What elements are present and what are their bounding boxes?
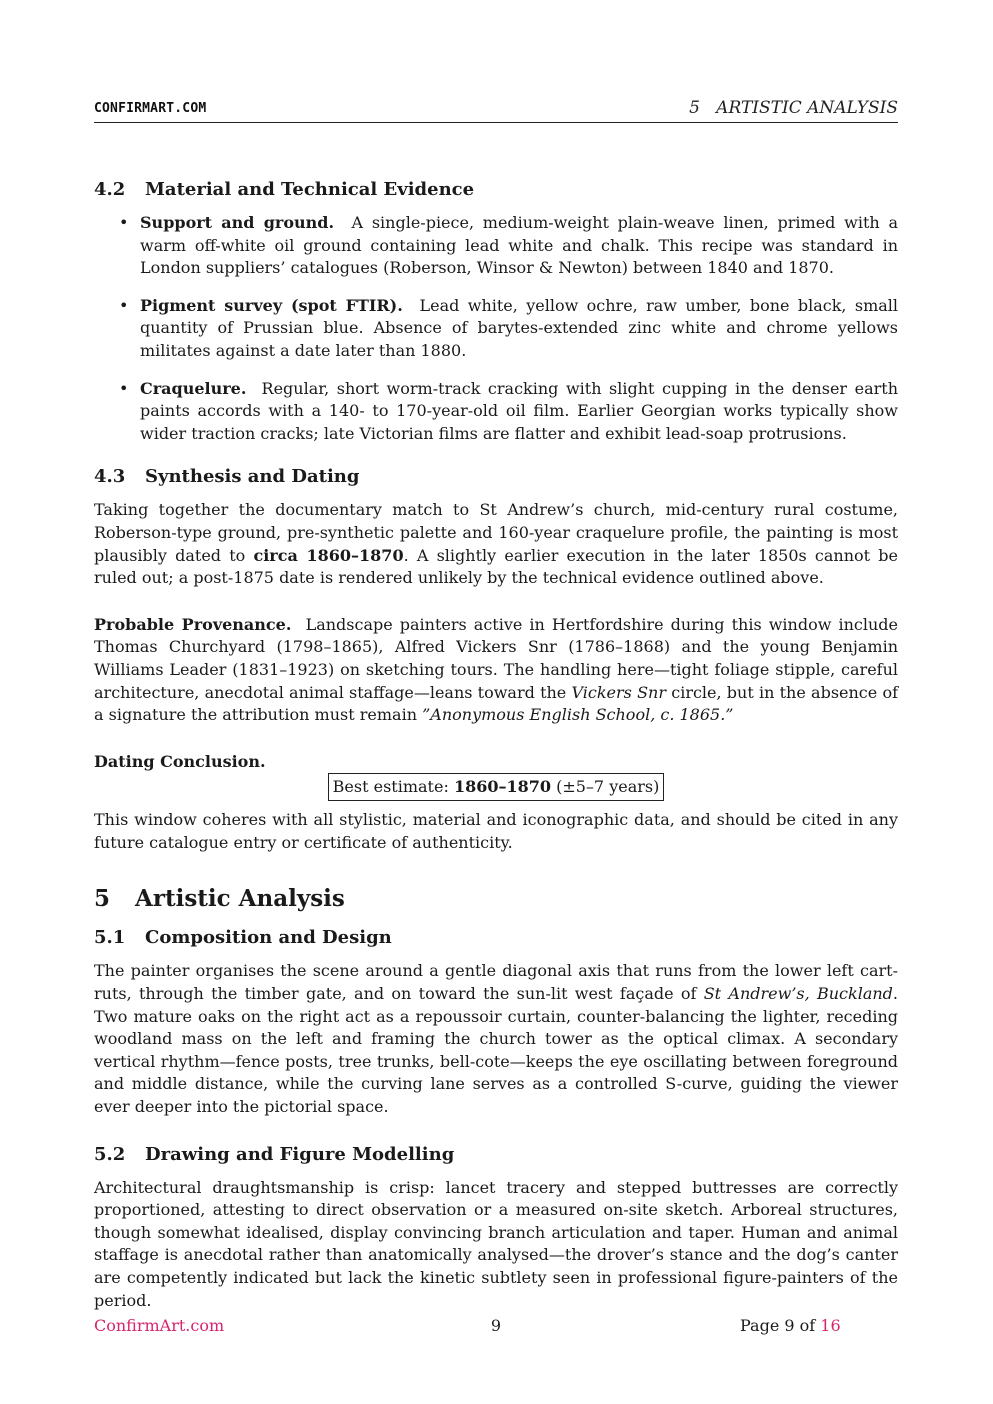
dating-paragraph [94, 499, 898, 589]
page-footer [94, 1316, 898, 1340]
provenance-label: Probable Provenance. [94, 614, 292, 634]
dating-conclusion-label: Dating Conclusion. [94, 751, 266, 771]
artist-circle: Vickers Snr [571, 682, 667, 702]
provenance-paragraph [94, 614, 898, 727]
best-estimate-box [328, 773, 665, 801]
section-title: Drawing and Figure Modelling [145, 1143, 455, 1165]
item-text: Lead white, yellow ochre, raw umber, bone black, small quantity of Prussian blue. Absence of barytes-extended zinc white and chrome yellows militates against a date later than 1880. [140, 295, 899, 360]
section-number: 5.1 [94, 927, 126, 949]
item-text: Regular, short worm-track cracking with slight cupping in the denser earth paints accords with a 140- to 170-year-old oil film. Earlier Georgian works typically show wider traction cracks; late Victorian films are flatter and exhibit lead-soap protrusions. [140, 378, 898, 443]
page-label: Page 9 of [740, 1316, 816, 1335]
section-number: 4.3 [94, 466, 126, 488]
section-number: 5.2 [94, 1143, 126, 1165]
list-item [94, 295, 898, 363]
church-name: St Andrew’s, Buckland [703, 984, 893, 1004]
attribution-quote: ”Anonymous English School, c. 1865.” [422, 705, 734, 725]
page-header [94, 98, 898, 123]
estimate-box-wrapper [94, 773, 898, 801]
section-title: Material and Technical Evidence [145, 179, 475, 200]
item-label: Craquelure. [140, 378, 247, 398]
running-head: 5 ARTISTIC ANALYSIS [689, 98, 898, 118]
paragraph-text: . A slightly earlier execution in the later 1850s cannot be ruled out; a post-1875 date is rendered unlikely by the technical evidence outlined above. [94, 545, 898, 588]
box-date-range: 1860–1870 [453, 777, 551, 797]
paragraph-text: Taking together the documentary match to St Andrew’s church, mid-century rural costume, Roberson-type ground, pre-synthetic palette and 160-year craquelure profile, the painting is most plausibly dated to [94, 500, 898, 565]
logo: CONFIRMART.COM [94, 101, 207, 116]
paragraph-text: circle, but in the absence of a signature the attribution must remain [94, 682, 899, 725]
list-item [94, 378, 898, 446]
composition-paragraph [94, 960, 898, 1118]
section-title: Artistic Analysis [135, 885, 345, 913]
section-heading-4-3 [94, 465, 898, 489]
page-body [94, 178, 898, 1336]
evidence-list [94, 212, 898, 445]
section-heading-5 [94, 884, 898, 914]
section-heading-4-2 [94, 178, 898, 202]
section-heading-5-1 [94, 926, 898, 950]
paragraph-text: . Two mature oaks on the right act as a repoussoir curtain, counter-balancing the lighter, receding woodland mass on the left and framing the church tower as the optical climax. A secondary vertical rhythm—fence posts, tree trunks, bell-cote—keeps the eye oscillating between foreground and middle distance, while the curving lane serves as a controlled S-curve, guiding the viewer ever deeper into the pictorial space. [94, 984, 899, 1117]
item-label: Pigment survey (spot FTIR). [140, 295, 403, 315]
item-text: A single-piece, medium-weight plain-weave linen, primed with a warm off-white oil ground containing lead white and chalk. This recipe was standard in London suppliers’ catalogues (Roberson, Winsor & Newton) between 1840 and 1870. [140, 213, 898, 278]
list-item [94, 212, 898, 280]
closing-paragraph: This window coheres with all stylistic, material and iconographic data, and should be cited in any future catalogue entry or certificate of authenticity. [94, 810, 898, 852]
box-prefix: Best estimate: [332, 777, 449, 797]
section-heading-5-2 [94, 1143, 898, 1167]
box-suffix: (±5–7 years) [556, 777, 660, 797]
section-title: Composition and Design [145, 927, 392, 949]
site-link[interactable]: ConfirmArt.com [94, 1316, 225, 1335]
total-pages-link[interactable]: 16 [820, 1316, 841, 1335]
section-title: Synthesis and Dating [145, 466, 360, 488]
page-number: 9 [490, 1316, 502, 1335]
item-label: Support and ground. [140, 213, 335, 232]
paragraph-text: The painter organises the scene around a gentle diagonal axis that runs from the lower left cart-ruts, through the timber gate, and on toward the sun-lit west façade of [94, 961, 898, 1004]
section-number: 5 [94, 885, 111, 913]
paragraph-text: Landscape painters active in Hertfordshire during this window include Thomas Churchyard (1798–1865), Alfred Vickers Snr (1786–1868) and the young Benjamin Williams Leader (1831–1923) on sketching tours. The handling here—tight foliage stipple, careful architecture, anecdotal animal staffage—leans toward the [94, 614, 899, 702]
page-of-total [740, 1316, 841, 1335]
section-number: 4.2 [94, 179, 126, 200]
date-range-emphasis: circa 1860–1870 [253, 545, 404, 565]
drawing-paragraph: Architectural draughtsmanship is crisp: lancet tracery and stepped buttresses are correctly proportioned, attesting to direct observation or a measured on-site sketch. Arboreal structures, though somewhat idealised, display convincing branch articulation and taper. Human and animal staffage is anecdotal rather than anatomically analysed—the drover’s stance and the dog’s canter are competently indicated but lack the kinetic subtlety seen in professional figure-painters of the period. [94, 1177, 898, 1310]
